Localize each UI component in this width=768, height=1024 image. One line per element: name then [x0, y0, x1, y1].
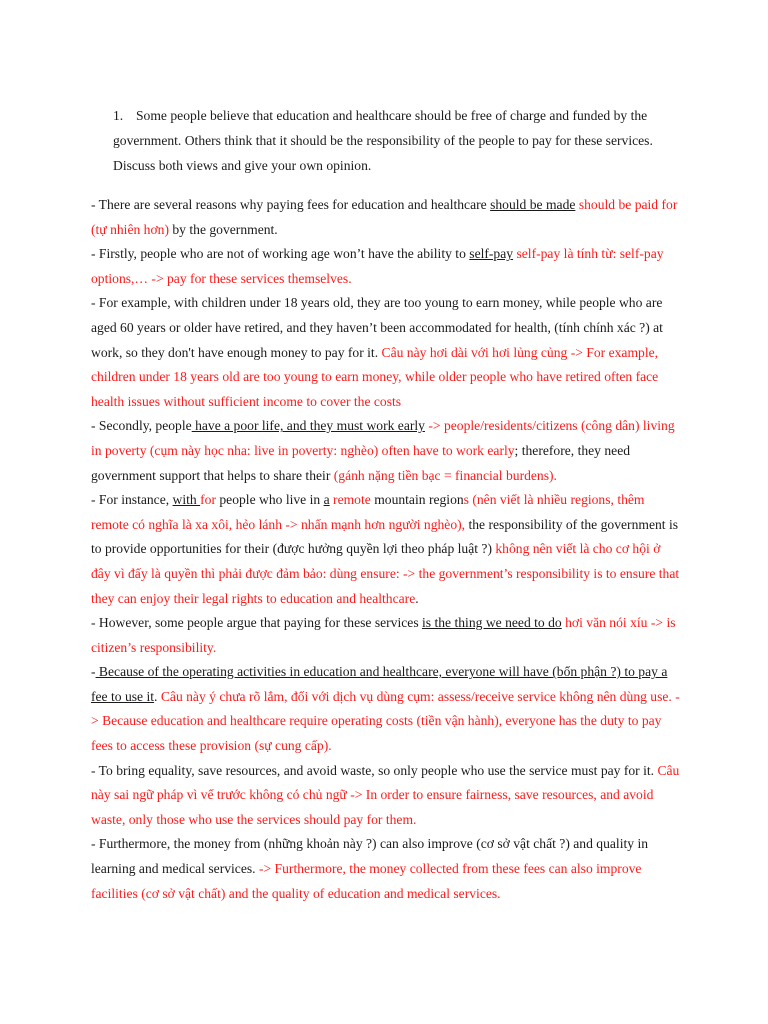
question-number: 1.: [113, 108, 124, 123]
body-text: the responsibility of the government is to provide opportunities for their (được hưởng quyền lợi theo pháp luật ?): [91, 516, 679, 557]
answer-paragraph: [91, 832, 681, 906]
correction-text: -> people/residents/citizens (công dân) living in poverty (cụm này học nha: live in poverty: nghèo) often have to work early: [91, 418, 675, 458]
answer-paragraph: [91, 242, 681, 291]
correction-text: remote: [333, 492, 371, 508]
underlined-error-text: with: [172, 492, 201, 508]
body-text: - There are several reasons why paying fees for education and healthcare: [91, 197, 491, 212]
correction-text: -> Furthermore, the money collected from these fees can also improve facilities (cơ sở vật chất) and the quality of education and medical services.: [91, 861, 642, 901]
body-text: - For example, with children under 18 years old, they are too young to earn money, while people who are aged 60 years or older have retired, and they haven’t been accommodated for health, (tính chính xác ?) at work, so they don't have enough money to pay for it.: [91, 295, 663, 360]
correction-text: self-pay là tính từ: self-pay options,… -> pay for these services themselves.: [91, 246, 664, 286]
correction-text: should be paid for (tự nhiên hơn): [91, 197, 678, 237]
body-text: - Firstly, people who are not of working age won’t have the ability to: [91, 246, 470, 262]
underlined-error-text: a: [323, 492, 330, 508]
underlined-error-text: have a poor life, and they must work early: [191, 418, 425, 434]
body-text: - To bring equality, save resources, and avoid waste, so only people who use the service must pay for it.: [91, 762, 658, 778]
answer-paragraph: [91, 488, 681, 611]
correction-text: hơi văn nói xíu -> is citizen’s responsibility.: [91, 615, 676, 655]
correction-text: for: [200, 492, 216, 508]
correction-text: Câu này sai ngữ pháp vì vế trước không có chủ ngữ -> In order to ensure fairness, save resources, and avoid waste, only those who use the services should pay for them.: [91, 762, 680, 827]
body-text: - For instance,: [91, 492, 173, 508]
correction-text: s (nên viết là nhiều regions, thêm remote có nghĩa là xa xôi, hẻo lánh -> nhấn mạnh hơn người nghèo),: [91, 492, 645, 532]
answer-paragraph: [91, 291, 681, 414]
answer-paragraph: [91, 414, 681, 488]
answer-paragraph: [91, 193, 681, 242]
body-text: mountain region: [370, 492, 464, 508]
answer-paragraph: [91, 611, 681, 660]
body-text: .: [415, 590, 419, 606]
underlined-error-text: is the thing we need to do: [422, 615, 562, 631]
body-text: - Secondly, people: [91, 418, 192, 434]
answer-paragraph: [91, 759, 681, 833]
essay-question: [113, 104, 673, 178]
underlined-error-text: should be made: [490, 197, 576, 212]
answer-paragraph: [91, 660, 681, 758]
question-text: Some people believe that education and healthcare should be free of charge and funded by the government. Others think that it should be the responsibility of the people to pay for these services. Discuss both views and give your own opinion.: [113, 108, 653, 173]
body-text: ; therefore, they need government support that helps to share their: [91, 442, 631, 483]
correction-text: (gánh nặng tiền bạc = financial burdens).: [333, 467, 557, 483]
body-text: - However, some people argue that paying for these services: [91, 615, 423, 631]
correction-text: không nên viết là cho cơ hội ở đây vì đấy là quyền thì phải được đảm bảo: dùng ensure: -> the government’s responsibility is to ensure that they can enjoy their legal rights to education and healthcare: [91, 541, 680, 606]
correction-text: Câu này hơi dài với hơi lủng củng -> For example, children under 18 years old are too young to earn money, while older people who have retired often face health issues without sufficient income to cover the costs: [91, 344, 659, 409]
body-text: - Furthermore, the money from (những khoản này ?) can also improve (cơ sở vật chất ?) and quality in learning and medical services.: [91, 836, 649, 877]
body-text: -: [91, 664, 96, 680]
body-text: by the government.: [168, 221, 278, 237]
body-text: people who live in: [215, 492, 324, 508]
essay-answer-notes: [91, 193, 681, 906]
underlined-error-text: self-pay: [469, 246, 514, 262]
body-text: .: [154, 688, 161, 704]
underlined-error-text: Because of the operating activities in education and healthcare, everyone will have (bổn phận ?) to pay a fee to use it: [91, 664, 668, 704]
correction-text: Câu này ý chưa rõ lắm, đối với dịch vụ dùng cụm: assess/receive service không nên dùng use. -> Because education and healthcare require operating costs (tiền vận hành), everyone has the duty to pay fees to access these provision (sự cung cấp).: [91, 688, 680, 754]
